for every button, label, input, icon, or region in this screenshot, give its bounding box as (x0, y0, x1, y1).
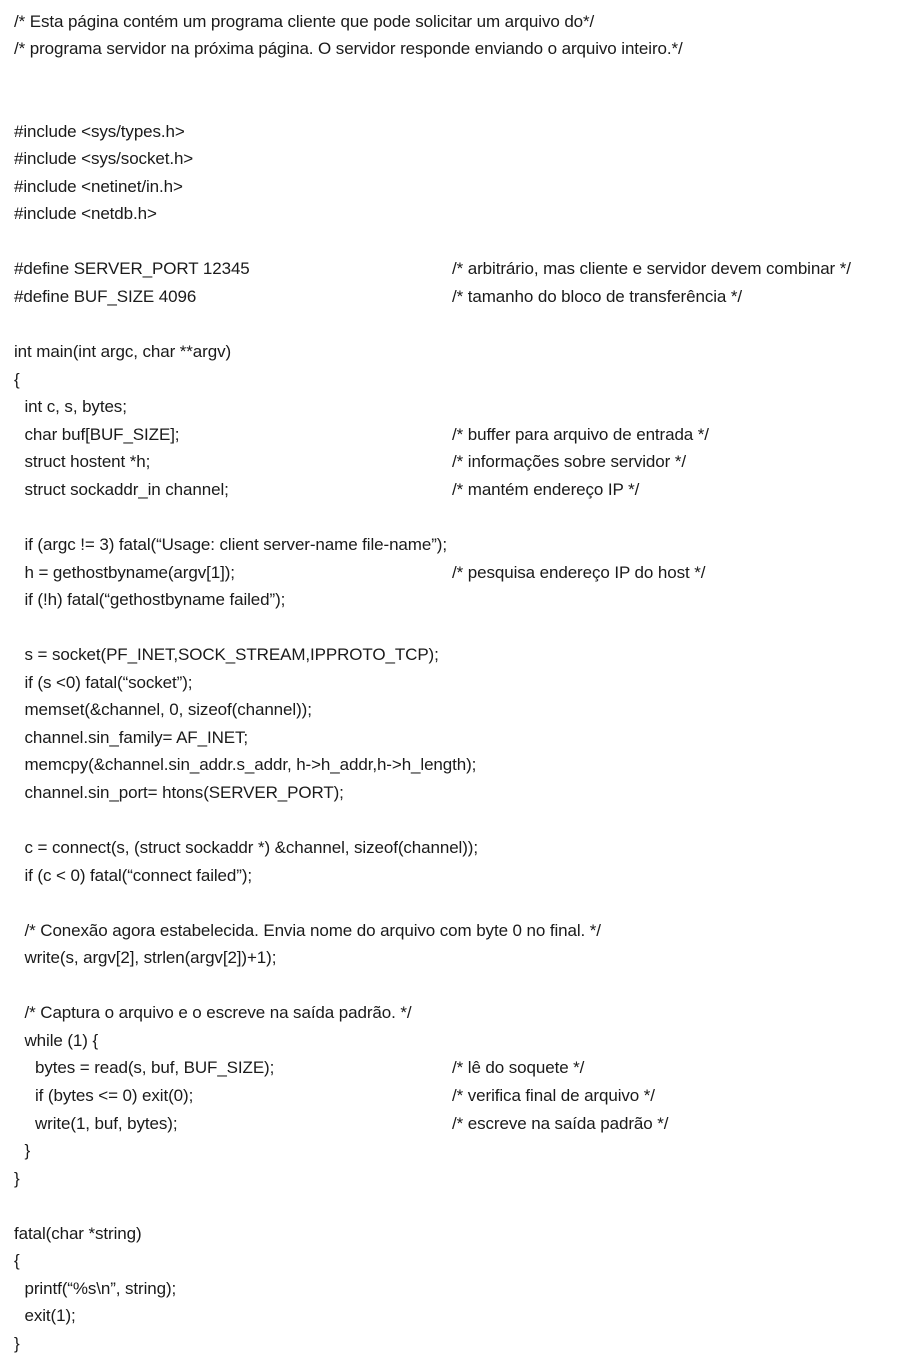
code-text: #include <sys/types.h> (14, 121, 185, 141)
code-text: if (c < 0) fatal(“connect failed”); (24, 865, 253, 885)
code-line (0, 421, 900, 449)
code-text: char buf[BUF_SIZE]; (24, 424, 180, 444)
code-line (0, 255, 900, 283)
code-text: struct sockaddr_in channel; (24, 479, 229, 499)
code-line (0, 63, 900, 91)
code-line (0, 751, 900, 779)
code-line (0, 999, 900, 1027)
code-text: if (argc != 3) fatal(“Usage: client server-name file-name”); (24, 534, 447, 554)
code-line (0, 1302, 900, 1330)
code-comment: /* verifica final de arquivo */ (452, 1085, 655, 1105)
code-line (0, 90, 900, 118)
code-line (0, 173, 900, 201)
code-line (0, 393, 900, 421)
code-line (0, 338, 900, 366)
code-text: memset(&channel, 0, sizeof(channel)); (24, 700, 312, 720)
code-text: #define BUF_SIZE 4096 (14, 287, 197, 306)
code-line (0, 476, 900, 504)
code-text: #include <sys/socket.h> (14, 149, 194, 169)
code-line (0, 696, 900, 724)
code-line (0, 118, 900, 146)
code-comment: /* pesquisa endereço IP do host */ (452, 562, 706, 582)
code-text: /* programa servidor na próxima página. O servidor responde enviando o arquivo inteiro.*/ (14, 39, 683, 59)
code-text: /* Conexão agora estabelecida. Envia nome do arquivo com byte 0 no final. */ (24, 920, 601, 940)
code-text: } (14, 1168, 20, 1188)
code-line (0, 614, 900, 642)
code-line (0, 1275, 900, 1303)
code-line (0, 724, 900, 752)
code-text: memcpy(&channel.sin_addr.s_addr, h->h_addr,h->h_length); (24, 755, 477, 775)
code-line (0, 862, 900, 890)
code-line (0, 1247, 900, 1275)
code-line (0, 944, 900, 972)
code-text: #include <netinet/in.h> (14, 176, 183, 196)
code-line (0, 228, 900, 256)
code-line (0, 311, 900, 339)
code-text: fatal(char *string) (14, 1223, 142, 1243)
code-line (0, 972, 900, 1000)
code-text: write(s, argv[2], strlen(argv[2])+1); (24, 948, 277, 968)
code-text: channel.sin_family= AF_INET; (24, 727, 249, 747)
code-line (0, 806, 900, 834)
code-text: exit(1); (24, 1306, 76, 1326)
code-line (0, 1220, 900, 1248)
code-comment: /* arbitrário, mas cliente e servidor devem combinar */ (452, 259, 851, 279)
code-line (0, 366, 900, 394)
code-line (0, 1137, 900, 1165)
code-text: printf(“%s\n”, string); (24, 1278, 177, 1298)
code-text: if (!h) fatal(“gethostbyname failed”); (24, 590, 286, 610)
code-comment: /* buffer para arquivo de entrada */ (452, 424, 709, 444)
code-text: if (s <0) fatal(“socket”); (24, 672, 193, 692)
code-line (0, 1330, 900, 1358)
code-line (0, 448, 900, 476)
code-line (0, 8, 900, 36)
code-line (0, 531, 900, 559)
code-text: } (14, 1333, 20, 1353)
code-line (0, 1110, 900, 1138)
code-text: { (14, 369, 20, 389)
code-line (0, 1192, 900, 1220)
code-text: } (24, 1141, 31, 1161)
code-text: int main(int argc, char **argv) (14, 342, 232, 362)
code-line (0, 1082, 900, 1110)
code-text: /* Esta página contém um programa cliente que pode solicitar um arquivo do*/ (14, 11, 595, 31)
code-text: h = gethostbyname(argv[1]); (24, 562, 235, 582)
code-line (0, 1165, 900, 1193)
code-text: struct hostent *h; (24, 452, 151, 472)
code-line (0, 35, 900, 63)
code-line (0, 145, 900, 173)
code-text: while (1) { (24, 1030, 99, 1050)
code-comment: /* mantém endereço IP */ (452, 479, 640, 499)
code-text: c = connect(s, (struct sockaddr *) &channel, sizeof(channel)); (24, 838, 478, 857)
code-text: write(1, buf, bytes); (35, 1113, 178, 1133)
code-line (0, 1027, 900, 1055)
code-line (0, 641, 900, 669)
code-line (0, 559, 900, 587)
code-line (0, 283, 900, 311)
code-line (0, 669, 900, 697)
code-comment: /* escreve na saída padrão */ (452, 1113, 669, 1133)
code-text: channel.sin_port= htons(SERVER_PORT); (24, 782, 344, 802)
code-text: { (14, 1251, 20, 1271)
code-text: #define SERVER_PORT 12345 (14, 259, 250, 279)
code-text: s = socket(PF_INET,SOCK_STREAM,IPPROTO_TCP); (24, 645, 439, 665)
code-text: if (bytes <= 0) exit(0); (35, 1085, 194, 1105)
code-comment: /* tamanho do bloco de transferência */ (452, 287, 743, 306)
code-line (0, 1054, 900, 1082)
code-text: #include <netdb.h> (14, 204, 157, 224)
code-line (0, 779, 900, 807)
code-line (0, 586, 900, 614)
code-comment: /* lê do soquete */ (452, 1058, 585, 1078)
code-comment: /* informações sobre servidor */ (452, 452, 686, 472)
code-line (0, 503, 900, 531)
code-text: bytes = read(s, buf, BUF_SIZE); (35, 1058, 275, 1078)
code-text: int c, s, bytes; (24, 397, 127, 417)
code-line (0, 834, 900, 862)
code-line (0, 917, 900, 945)
code-text: /* Captura o arquivo e o escreve na saída padrão. */ (24, 1003, 412, 1023)
code-line (0, 889, 900, 917)
code-line (0, 200, 900, 228)
